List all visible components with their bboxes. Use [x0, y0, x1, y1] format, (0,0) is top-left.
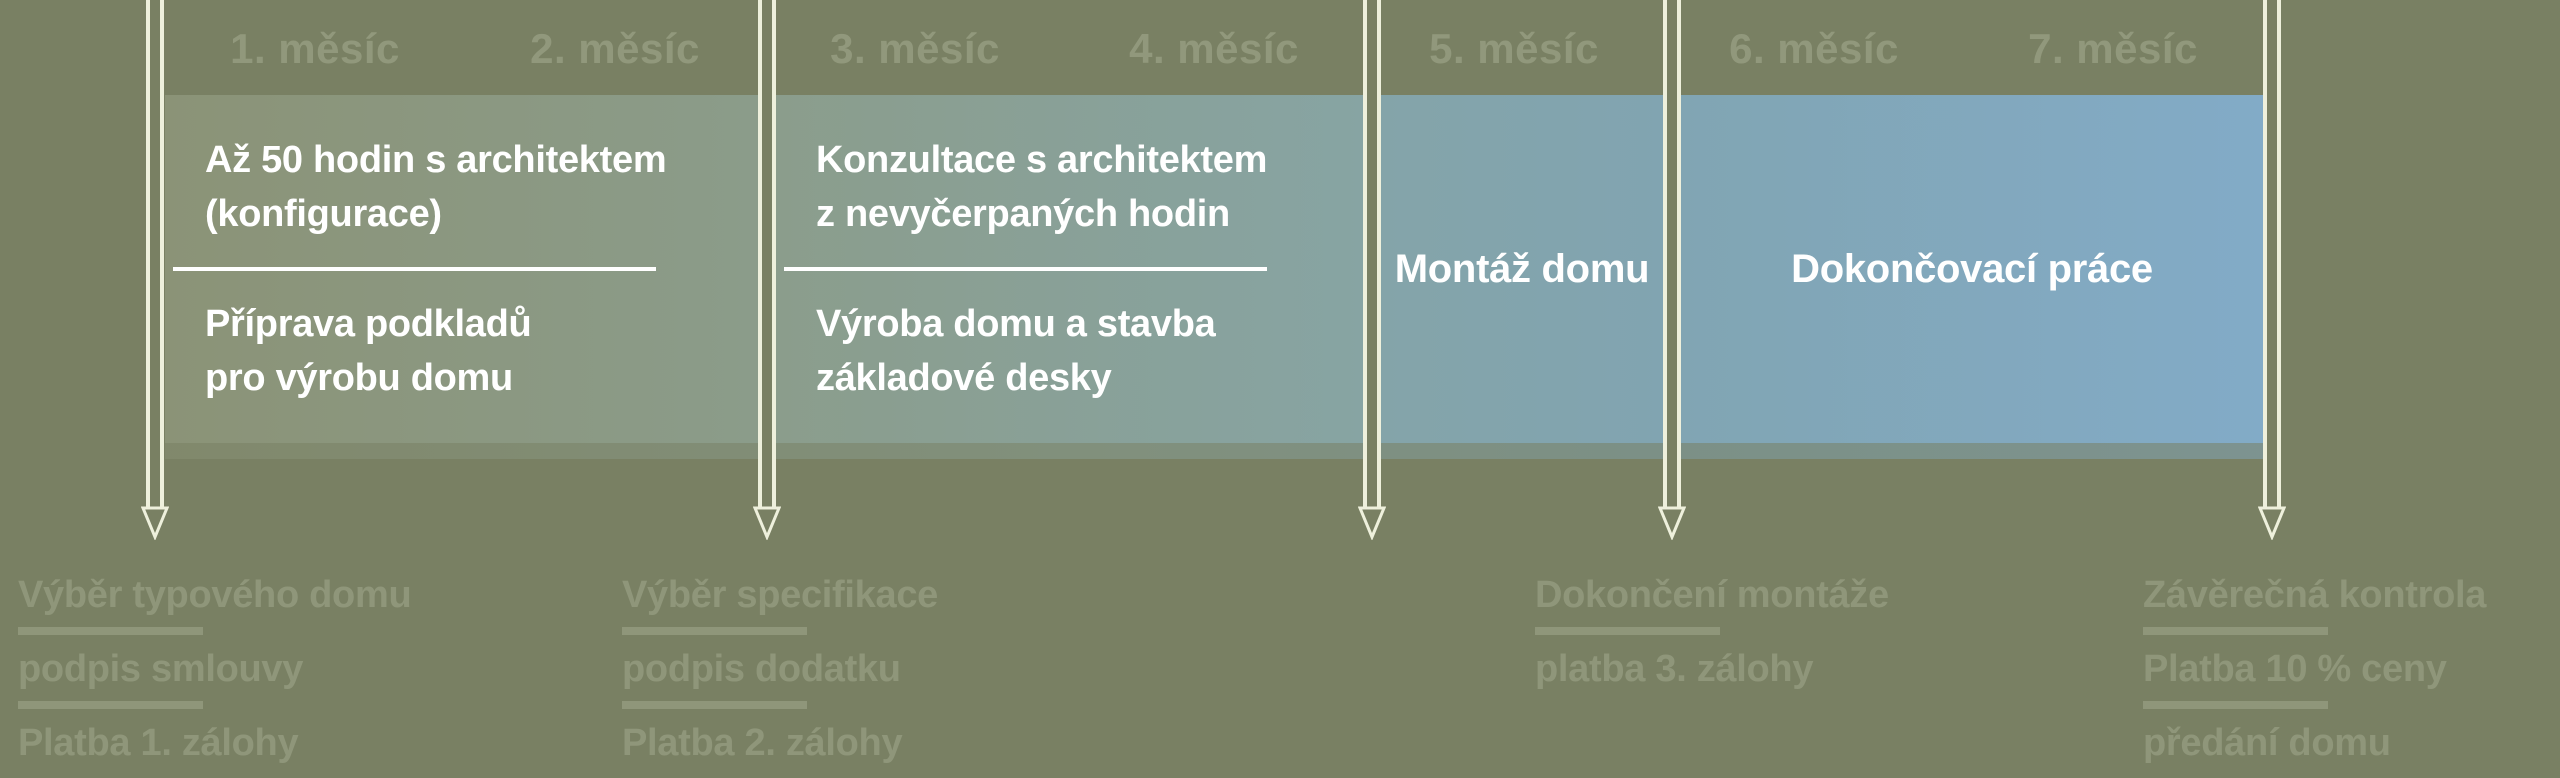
milestone-item: Výběr specifikace — [622, 574, 938, 616]
phase-label: Montáž domu — [1394, 246, 1650, 291]
milestone-underline — [2143, 627, 2328, 635]
milestone-item: Platba 1. zálohy — [18, 722, 299, 764]
milestone-item: Dokončení montáže — [1535, 574, 1889, 616]
phase-text-bottom — [165, 297, 758, 405]
milestone-block-4 — [2143, 572, 2486, 766]
arrow-down-icon — [753, 506, 781, 540]
milestone-pole-2 — [758, 0, 776, 508]
phase-divider-line — [173, 267, 656, 271]
milestone-pole-5 — [2263, 0, 2281, 508]
phase-text-top — [776, 133, 1363, 241]
phase-line: Až 50 hodin s architektem — [205, 139, 667, 181]
arrow-down-icon — [2258, 506, 2286, 540]
month-label-5: 5. měsíc — [1429, 25, 1599, 72]
milestone-underline — [1535, 627, 1720, 635]
month-label-2: 2. měsíc — [530, 25, 700, 72]
milestone-item: předání domu — [2143, 722, 2391, 764]
phase-line: (konfigurace) — [205, 193, 442, 235]
month-label-6: 6. měsíc — [1729, 25, 1899, 72]
phase-text-top — [165, 133, 758, 241]
milestone-item: podpis dodatku — [622, 648, 901, 690]
milestone-pole-1 — [146, 0, 164, 508]
phase-band-finishing — [1681, 95, 2263, 443]
phase-band-assembly — [1381, 95, 1663, 443]
arrow-down-icon — [1358, 506, 1386, 540]
band-shadow-strip — [165, 443, 2263, 459]
milestone-block-3 — [1535, 572, 1889, 692]
phase-line: pro výrobu domu — [205, 357, 513, 399]
phase-line: základové desky — [816, 357, 1112, 399]
milestone-underline — [18, 701, 203, 709]
arrow-down-icon — [1658, 506, 1686, 540]
phase-line: Konzultace s architektem — [816, 139, 1268, 181]
milestone-item: platba 3. zálohy — [1535, 648, 1814, 690]
milestone-item: Výběr typového domu — [18, 574, 412, 616]
milestone-underline — [622, 701, 807, 709]
phase-band-architect — [165, 95, 758, 443]
milestone-block-2 — [622, 572, 938, 766]
month-label-4: 4. měsíc — [1129, 25, 1299, 72]
milestone-underline — [2143, 701, 2328, 709]
arrow-down-icon — [141, 506, 169, 540]
phase-band-production — [776, 95, 1363, 443]
milestone-pole-3 — [1363, 0, 1381, 508]
milestone-item: Závěrečná kontrola — [2143, 574, 2487, 616]
phase-text-bottom — [776, 297, 1363, 405]
phase-label: Dokončovací práce — [1791, 246, 2153, 291]
phase-divider-line — [784, 267, 1267, 271]
month-label-3: 3. měsíc — [830, 25, 1000, 72]
phase-line: z nevyčerpaných hodin — [816, 193, 1230, 235]
milestone-block-1 — [18, 572, 411, 766]
phase-line: Výroba domu a stavba — [816, 303, 1216, 345]
phase-line: Příprava podkladů — [205, 303, 532, 345]
milestone-item: Platba 2. zálohy — [622, 722, 903, 764]
month-label-7: 7. měsíc — [2028, 25, 2198, 72]
milestone-item: Platba 10 % ceny — [2143, 648, 2447, 690]
milestone-item: podpis smlouvy — [18, 648, 304, 690]
milestone-underline — [18, 627, 203, 635]
milestone-underline — [622, 627, 807, 635]
month-label-1: 1. měsíc — [230, 25, 400, 72]
milestone-pole-4 — [1663, 0, 1681, 508]
